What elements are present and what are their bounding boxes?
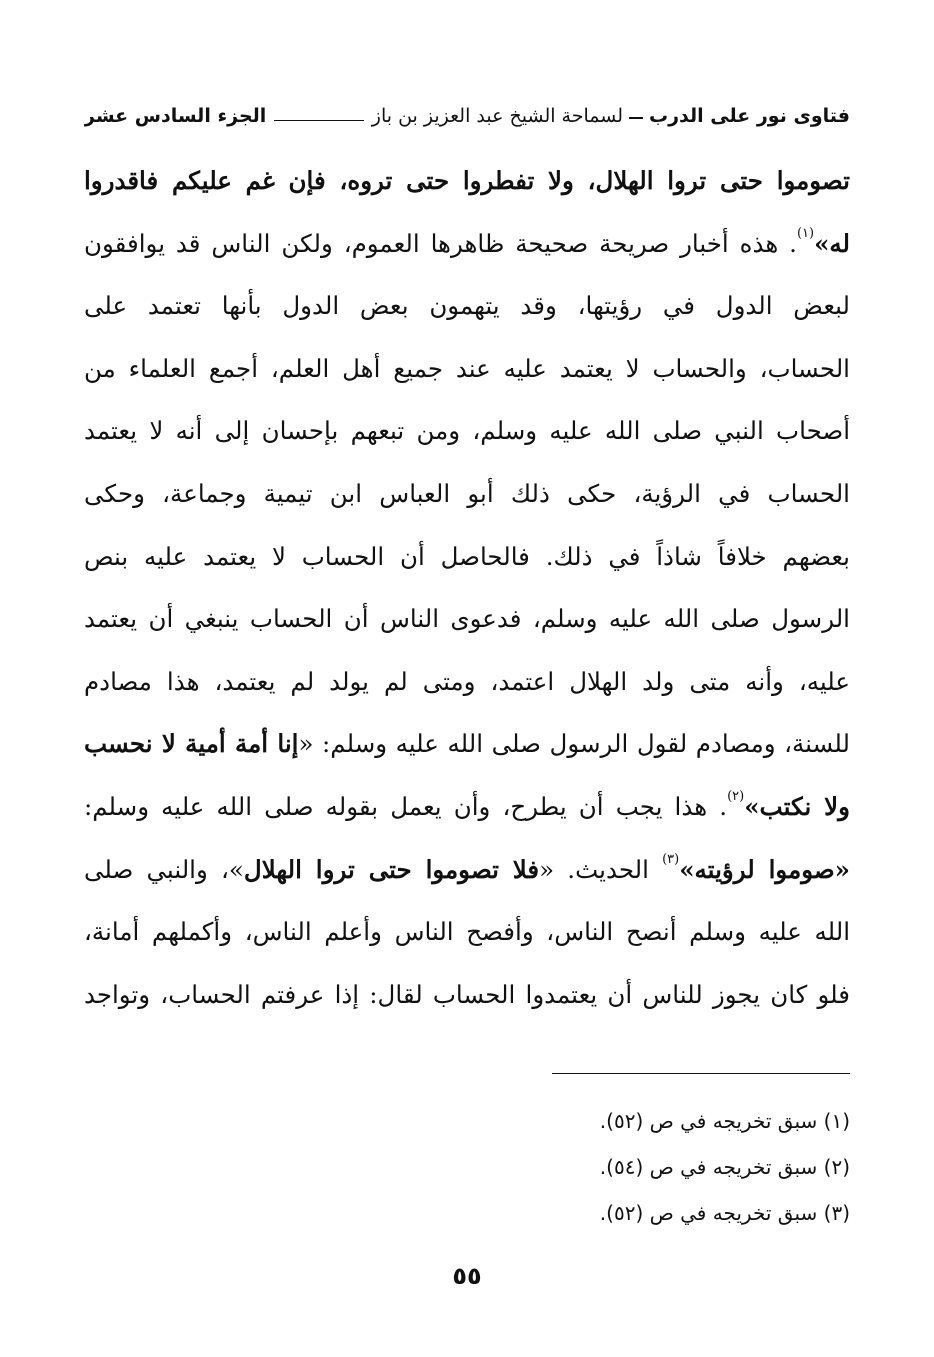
volume-part: الجزء السادس عشر bbox=[84, 105, 267, 127]
text-line-content: الرسول صلى الله عليه وسلم، فدعوى الناس أن الحساب ينبغي أن يعتمد bbox=[84, 604, 850, 634]
hadith-end: له» bbox=[814, 228, 850, 258]
text-line-content: »، والنبي صلى bbox=[84, 854, 244, 884]
text-line bbox=[84, 651, 850, 714]
header-dash bbox=[629, 117, 643, 119]
text-line bbox=[84, 839, 850, 902]
text-line-content: للسنة، ومصادم لقول الرسول صلى الله عليه وسلم: « bbox=[298, 729, 850, 759]
footnote-ref: (٢) bbox=[727, 788, 745, 804]
footnote-ref: (١) bbox=[796, 225, 815, 241]
footnote-separator bbox=[552, 1073, 850, 1074]
text-line-content: بعضهم خلافاً شاذاً في ذلك. فالحاصل أن الحساب لا يعتمد عليه بنص bbox=[84, 541, 850, 571]
text-line-content: لبعض الدول في رؤيتها، وقد يتهمون بعض الدول بأنها تعتمد على bbox=[84, 291, 850, 321]
footnote: (٢) سبق تخريجه في ص (٥٤). bbox=[599, 1155, 850, 1179]
text-line-content: الله عليه وسلم أنصح الناس، وأفصح الناس وأعلم الناس، وأكملهم أمانة، bbox=[84, 917, 850, 947]
text-line bbox=[84, 338, 850, 401]
text-line bbox=[84, 275, 850, 338]
text-line bbox=[84, 776, 850, 839]
text-line bbox=[84, 400, 850, 463]
text-line-content: تصوموا حتى تروا الهلال، ولا تفطروا حتى تروه، فإن غم عليكم فاقدروا bbox=[84, 166, 850, 195]
text-line bbox=[84, 588, 850, 651]
hadith-quote: ولا نكتب» bbox=[744, 791, 850, 821]
text-line bbox=[84, 713, 850, 776]
hadith-quote: إنا أمة أمية لا نحسب bbox=[84, 729, 299, 759]
page-number: ٥٥ bbox=[452, 1262, 482, 1290]
text-line bbox=[84, 463, 850, 526]
text-line bbox=[84, 150, 850, 213]
text-line bbox=[84, 964, 850, 1027]
text-line-content: . هذا يجب أن يطرح، وأن يعمل بقوله صلى الله عليه وسلم: bbox=[84, 791, 728, 821]
text-line-content: الحديث. « bbox=[539, 854, 663, 884]
footnote-ref: (٣) bbox=[662, 851, 680, 867]
text-line-content: . هذه أخبار صريحة صحيحة ظاهرها العموم، ولكن الناس قد يوافقون bbox=[84, 228, 797, 258]
text-line-content: الحساب في الرؤية، حكى ذلك أبو العباس ابن تيمية وجماعة، وحكى bbox=[84, 478, 850, 508]
running-header bbox=[84, 98, 850, 134]
footnote: (١) سبق تخريجه في ص (٥٢). bbox=[599, 1109, 850, 1133]
hadith-quote: «صوموا لرؤيته» bbox=[679, 854, 850, 884]
text-line-content: عليه، وأنه متى ولد الهلال اعتمد، ومتى لم يولد لم يعتمد، هذا مصادم bbox=[84, 666, 850, 696]
text-line bbox=[84, 901, 850, 964]
text-line-content: فلو كان يجوز للناس أن يعتمدوا الحساب لقال: إذا عرفتم الحساب، وتواجد bbox=[84, 979, 850, 1009]
text-line bbox=[84, 526, 850, 589]
author-line: لسماحة الشيخ عبد العزيز بن باز bbox=[371, 105, 623, 127]
footnotes bbox=[350, 1098, 850, 1236]
hadith-quote: فلا تصوموا حتى تروا الهلال bbox=[243, 854, 540, 884]
footnote: (٣) سبق تخريجه في ص (٥٢). bbox=[599, 1201, 850, 1225]
text-line-content: أصحاب النبي صلى الله عليه وسلم، ومن تبعهم بإحسان إلى أنه لا يعتمد bbox=[84, 416, 850, 446]
text-line bbox=[84, 213, 850, 276]
text-line-content: الحساب، والحساب لا يعتمد عليه عند جميع أهل العلم، أجمع العلماء من bbox=[84, 353, 850, 383]
book-title: فتاوى نور على الدرب bbox=[649, 105, 850, 127]
body-text bbox=[84, 150, 850, 1026]
header-rule bbox=[274, 120, 363, 121]
